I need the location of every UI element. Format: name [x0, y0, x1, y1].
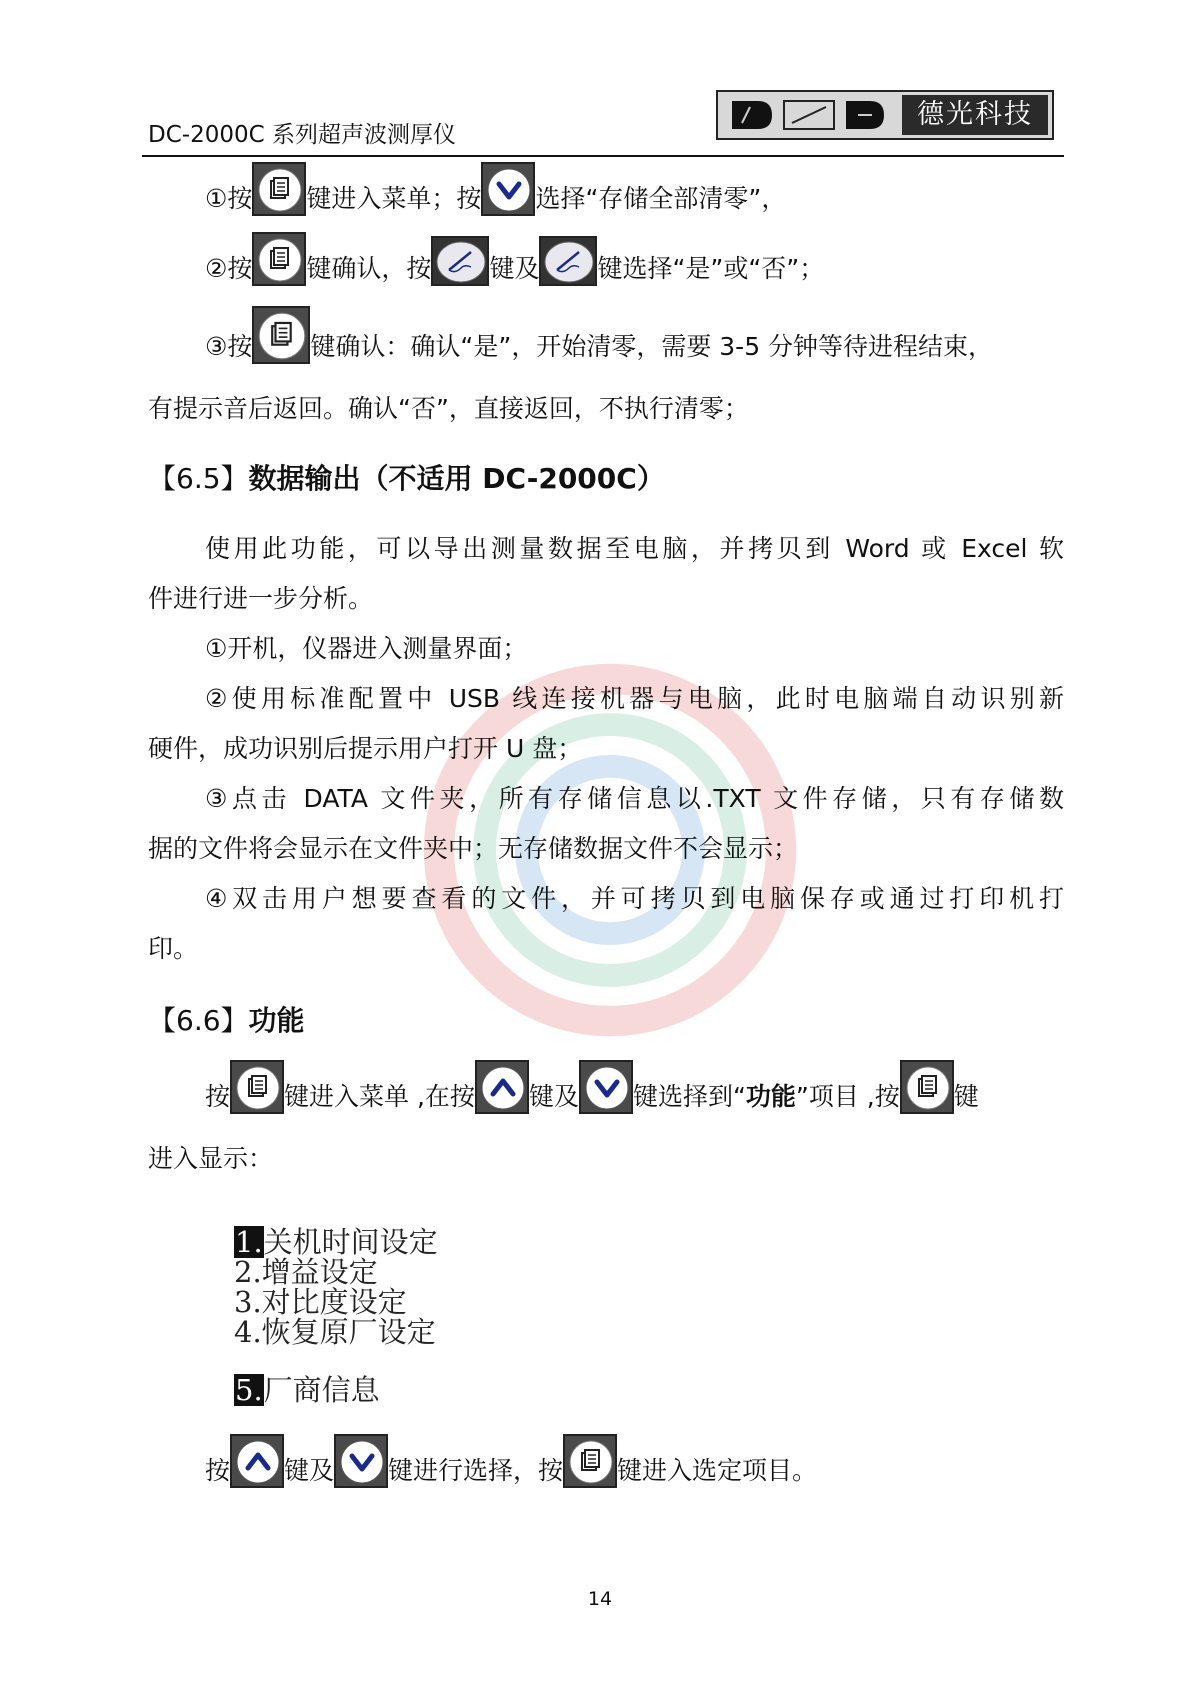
step-text: 键及 — [528, 1082, 579, 1111]
doc-title: DC-2000C 系列超声波测厚仪 — [148, 122, 456, 148]
list-item: ③点击 DATA 文件夹，所有存储信息以.TXT 文件存储，只有存储数 — [205, 784, 1064, 813]
up-arrow-key-icon — [475, 1060, 529, 1114]
list-item: ④双击用户想要查看的文件，并可拷贝到电脑保存或通过打印机打 — [205, 884, 1064, 913]
step-text: 选择“存储全部清零”， — [535, 184, 787, 213]
list-item: ②使用标准配置中 USB 线连接机器与电脑，此时电脑端自动识别新 — [205, 684, 1064, 713]
up-arrow-key-icon — [230, 1434, 284, 1488]
step-text: 键确认，按 — [306, 254, 432, 283]
section-heading-6-6 — [148, 996, 305, 1046]
step-text: ②按 — [205, 254, 253, 283]
step-text: 键确认：确认“是”，开始清零，需要 3-5 分钟等待进程结束， — [310, 332, 994, 361]
step-text: 键进入菜单 ,在按 — [284, 1082, 475, 1111]
lcd-menu-item-2: 2.增益设定 — [234, 1255, 378, 1289]
step-text: ③按 — [205, 332, 253, 361]
header-rule — [142, 155, 1064, 157]
list-item-continuation: 据的文件将会显示在文件夹中；无存储数据文件不会显示； — [148, 834, 799, 863]
paragraph-line: 件进行进一步分析。 — [148, 584, 374, 613]
section-number: 【6.5】 — [148, 462, 249, 495]
step-text: 键进入菜单；按 — [306, 184, 482, 213]
menu-key-icon — [252, 162, 306, 216]
step-text-bold: 功能 — [745, 1082, 796, 1111]
step-3-line — [205, 306, 1064, 364]
list-item-continuation: 硬件，成功识别后提示用户打开 U 盘； — [148, 734, 583, 763]
menu-key-icon — [900, 1060, 954, 1114]
step-2-line — [205, 232, 824, 286]
section-title: 功能 — [248, 1004, 305, 1037]
pen-key-icon — [539, 236, 597, 286]
logo-text: 德光科技 — [902, 95, 1048, 135]
logo-mark-icon — [722, 97, 902, 133]
step-text: 键选择“是”或“否”； — [597, 254, 825, 283]
down-arrow-key-icon — [334, 1434, 388, 1488]
page-number: 14 — [587, 1588, 613, 1610]
down-arrow-key-icon — [579, 1060, 633, 1114]
lcd-selected-marker: 1. — [235, 1225, 263, 1259]
step-text: 键 — [953, 1082, 979, 1111]
paragraph-line: 使用此功能，可以导出测量数据至电脑，并拷贝到 Word 或 Excel 软 — [205, 534, 1064, 563]
company-logo — [716, 90, 1054, 140]
selection-instruction-line — [205, 1434, 817, 1488]
step-3-continuation: 有提示音后返回。确认“否”，直接返回，不执行清零； — [148, 394, 749, 423]
step-text: 键选择到“ — [632, 1082, 746, 1111]
pen-key-icon — [431, 236, 489, 286]
step-text: 键进入选定项目。 — [617, 1456, 818, 1485]
list-item: ①开机，仪器进入测量界面； — [205, 634, 528, 663]
list-item-continuation: 印。 — [148, 934, 199, 963]
step-text: 键及 — [489, 254, 540, 283]
step-1-line — [205, 162, 786, 216]
menu-key-icon — [563, 1434, 617, 1488]
menu-key-icon — [230, 1060, 284, 1114]
menu-key-icon — [252, 232, 306, 286]
down-arrow-key-icon — [481, 162, 535, 216]
lcd-item-label: 关机时间设定 — [263, 1225, 438, 1259]
function-instruction-continuation: 进入显示： — [148, 1144, 274, 1173]
step-text: 键及 — [284, 1456, 335, 1485]
lcd-menu-item-3: 3.对比度设定 — [234, 1285, 407, 1319]
function-instruction-line — [205, 1060, 1064, 1114]
section-number: 【6.6】 — [148, 1004, 249, 1037]
lcd-menu-item-1 — [234, 1226, 438, 1258]
step-text: ①按 — [205, 184, 253, 213]
step-text: 按 — [205, 1456, 231, 1485]
section-title: 数据输出（不适用 DC-2000C） — [248, 462, 665, 495]
section-heading-6-5 — [148, 454, 665, 504]
step-text: 按 — [205, 1082, 231, 1111]
step-text: ”项目 ,按 — [795, 1082, 900, 1111]
step-text: 键进行选择，按 — [388, 1456, 564, 1485]
menu-key-icon — [252, 306, 310, 364]
lcd-menu-item-5 — [234, 1374, 380, 1406]
lcd-item-label: 厂商信息 — [263, 1373, 380, 1407]
lcd-selected-marker: 5. — [235, 1373, 263, 1407]
lcd-menu-item-4: 4.恢复原厂设定 — [234, 1315, 436, 1349]
